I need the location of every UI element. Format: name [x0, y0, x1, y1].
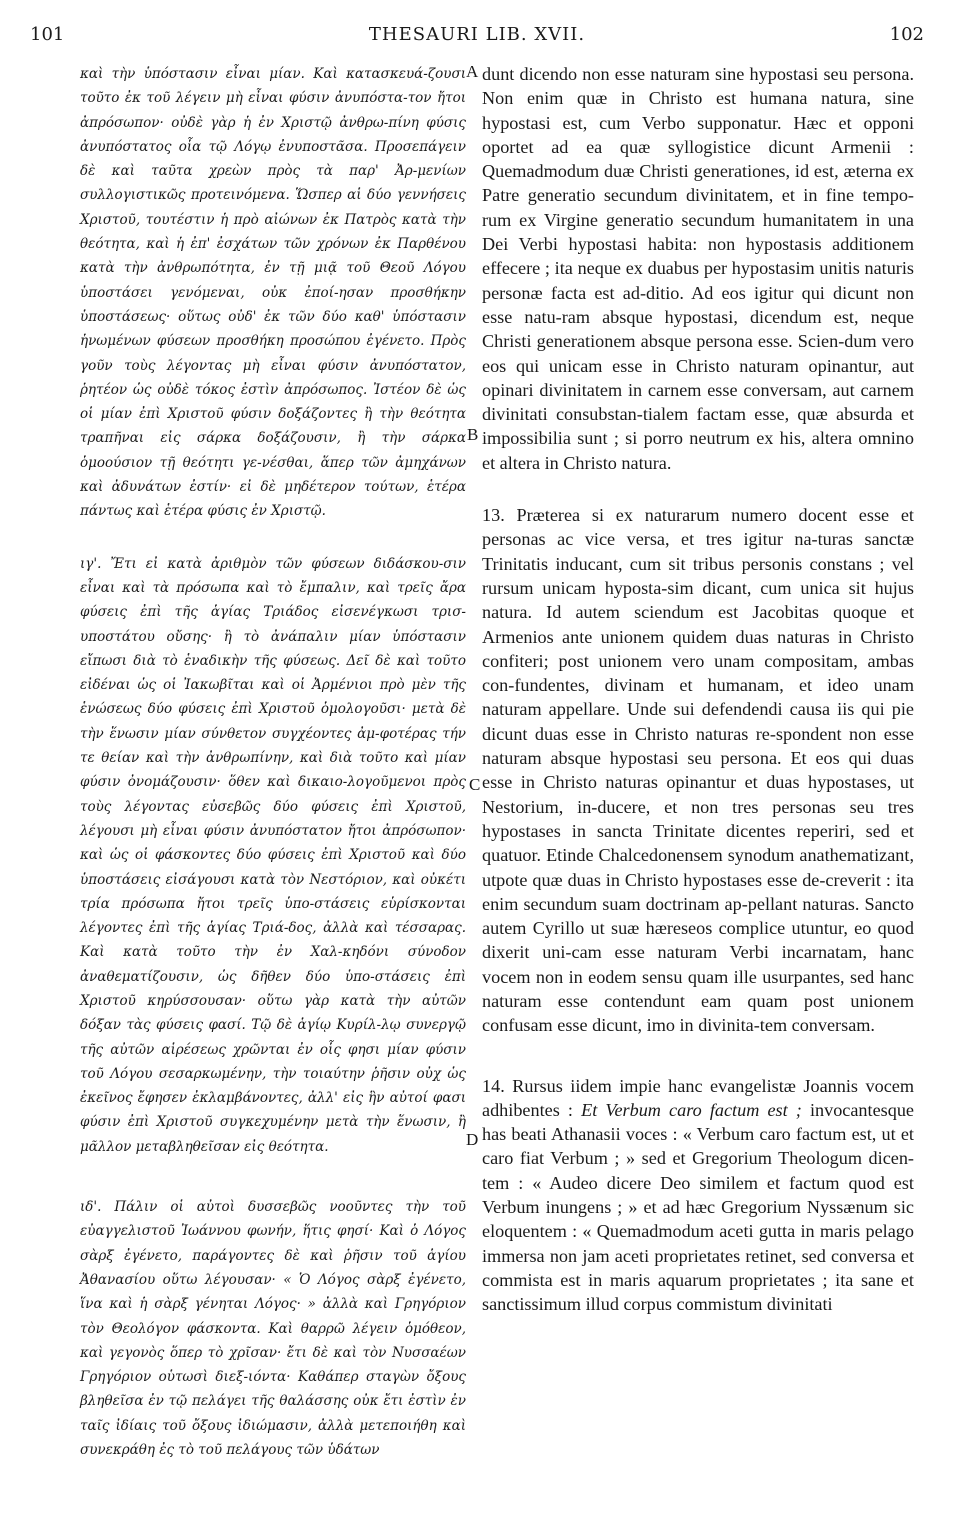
- paragraph-gap: [80, 1159, 466, 1195]
- latin-paragraph-13: 13. Præterea si ex naturarum numero docent esse et personas ac vice versa, et tres igitur na-turas sanctæ Trinitatis inducant, cum sit tribus personis constans ; vel rursum unicam hyposta-sim dicant, cum unica sit hujus natura. Id autem sciendum est Jacobitas quoque et Armenios ante unionem quidem duas naturas in Christo confiteri; post unionem vero unam compositam, ambas con-fundentes, divinam et humanam, et ideo unam naturam appellare. Unde sui defendendi causa iis qui pie dicunt duas esse in Christo naturas re-spondent non esse naturam absque hypostasi seu persona. Et eos qui duas esse in Christo naturas opinantur et duas hypostases, ut Nestorium, in-ducere, et non tres personas seu tres hypostases in sancta Trinitate dicentes reperiri, sed et quatuor. Etinde Chalcedonensem synodum anathematizant, utpote quæ duas in Christo hypostases esse de-creverit : ita enim secundum suam doctrinam ap-pellant naturas. Sancto autem Cyrillo ut suæ hæreseos complice utuntur, eo quod dixerit uni-cam esse naturam Verbi incarnatam, hanc vocem non in eodem sensu quam ille usurpantes, sed hanc naturam esse contendunt eam quam post unionem confusam esse dicunt, imo in divinita-tem conversam.: [482, 505, 914, 1036]
- left-page-number: 101: [30, 24, 65, 45]
- latin-scripture-quote: Et Verbum caro factum est ;: [581, 1099, 802, 1120]
- latin-paragraph-14-rest: invocantesque has beati Athanasii voces : « Verbum caro factum est, ut et caro fiat Verbum ; » sed et Gregorium Theologum dicen-tem : « Audeo dicere Deo similem et factum quod est Verbum inungens ; » et ad hæc Gregorium Nyssænum sic eloquentem : « Quemadmodum aceti gutta in maris pelago immersa non jam aceti proprietates retinet, sed conversa et commista est in maris aquarum proprietates ; ita sane et sanctissimum illud corpus commistum divinitati: [482, 1099, 914, 1315]
- margin-marker-d: D: [466, 1130, 479, 1149]
- running-header: [30, 8, 924, 48]
- right-page-number: 102: [889, 24, 924, 45]
- paragraph-gap: [80, 524, 466, 552]
- latin-paragraph-14-start: 14. Rursus iidem impie hanc evangelistæ Joannis vocem adhibentes :: [482, 1075, 914, 1120]
- greek-paragraph-13: ιγ'. Ἔτι εἰ κατὰ ἀριθμὸν τῶν φύσεων διδάσκου-σιν εἶναι καὶ τὰ πρόσωπα καὶ τὸ ἔμπαλιν, καὶ τρεῖς ἄρα φύσεις ἐπὶ τῆς ἁγίας Τριάδος εἰσενέγκωσι τρισ-υποστάτου οὔσης· ἢ τὸ ἀνάπαλιν μίαν ὑπόστασιν εἴπωσι διὰ τὸ ἑναδικὴν τῆς φύσεως. Δεῖ δὲ καὶ τοῦτο εἰδέναι ὡς οἱ Ἰακωβῖται καὶ οἱ Ἀρμένιοι πρὸ μὲν τῆς ἑνώσεως δύο φύσεις ἐπὶ Χριστοῦ ὁμολογοῦσι· μετὰ δὲ τὴν ἕνωσιν μίαν σύνθετον συγχέοντες ἀμ-φοτέρας τήν τε θείαν καὶ τὴν ἀνθρωπίνην, καὶ διὰ τοῦτο καὶ μίαν φύσιν ὀνομάζουσιν· ὅθεν καὶ δικαιο-λογοῦμενοι πρὸς τοὺς λέγοντας εὐσεβῶς δύο φύσεις ἐπὶ Χριστοῦ, λέγουσι μὴ εἶναι φύσιν ἀνυπόστατον ἤτοι ἀπρόσωπον· καὶ ὡς οἱ φάσκοντες δύο φύσεις ἐπὶ Χριστοῦ καὶ δύο ὑποστάσεις εἰσάγουσι κατὰ τὸν Νεστόριον, καὶ οὐκέτι τρία πρόσωπα ἤτοι τρεῖς ὑπο-στάσεις εὑρίσκονται λέγοντες ἐπὶ τῆς ἁγίας Τριά-δος, ἀλλὰ καὶ τέσσαρας. Καὶ κατὰ τοῦτο τὴν ἐν Χαλ-κηδόνι σύνοδον ἀναθεματίζουσιν, ὡς δῆθεν δύο ὑπο-στάσεις ἐπὶ Χριστοῦ κηρύσσουσαν· οὕτω γὰρ κατὰ τὴν αὐτῶν δόξαν τὰς φύσεις φασί. Τῷ δὲ ἁγίῳ Κυρίλ-λῳ συνεργῷ τῆς αὐτῶν αἱρέσεως χρῶνται ἐν οἷς φησι μίαν φύσιν τοῦ Λόγου σεσαρκωμένην, τὴν τοιαύτην ῥῆσιν οὐχ ὡς ἐκεῖνος ἔφησεν ἐκλαμβάνοντες, ἀλλ' εἰς ἣν αὐτοί φασι φύσιν ἐπὶ Χριστοῦ συγκεχυμένην μετὰ τὴν ἕνωσιν, ἢ μᾶλλον μεταβληθεῖσαν εἰς θεότητα.: [80, 555, 466, 1155]
- running-title: THESAURI LIB. XVII.: [368, 24, 586, 45]
- margin-marker-c: C: [469, 775, 481, 794]
- greek-column: [80, 62, 466, 1462]
- latin-paragraph-14: [482, 1074, 914, 1317]
- greek-paragraph-14: ιδ'. Πάλιν οἱ αὐτοὶ δυσσεβῶς νοοῦντες τὴν τοῦ εὐαγγελιστοῦ Ἰωάννου φωνήν, ἥτις φησί· Καὶ ὁ Λόγος σὰρξ ἐγένετο, παράγοντες δὲ καὶ ῥῆσιν τοῦ ἁγίου Ἀθανασίου οὕτω λέγουσαν· « Ὁ Λόγος σὰρξ ἐγένετο, ἵνα καὶ ἡ σὰρξ γένηται Λόγος· » ἀλλὰ καὶ Γρηγόριον τὸν Θεολόγον φάσκοντα. Καὶ θαρρῶ λέγειν ὁμόθεον, καὶ γεγονὸς ὅπερ τὸ χρῖσαν· ἔτι δὲ καὶ τὸν Νυσσαέων Γρηγόριον οὑτωσὶ διεξ-ιόντα· Καθάπερ σταγὼν ὄξους βληθεῖσα ἐν τῷ πελάγει τῆς θαλάσσης οὐκ ἔτι ἐστὶν ἐν ταῖς ἰδίαις τοῦ ὄξους ἰδιώμασιν, ἀλλὰ μετεποιήθη καὶ συνεκράθη ἐς τὸ τοῦ πελάγους τῶν ὑδάτων: [80, 1199, 466, 1459]
- paragraph-gap: [482, 1038, 914, 1074]
- latin-column: [482, 62, 914, 1317]
- margin-marker-a: A: [466, 62, 479, 81]
- latin-paragraph-1: dunt dicendo non esse naturam sine hypostasi seu persona. Non enim quæ in Christo est humana natura, sine hypostasi est, cum Verbo supponatur. Hæc et opponi oportet ad ea quæ syllogistice dicunt Armenii : Quemadmodum duæ Christi generationes, id est, æterna ex Patre generatio secundum divinitatem, et in fine tempo-rum ex Virgine generatio secundum humanitatem in una Dei Verbi hypostasi habita: non hypostasis additionem effecere ; ita neque ex duabus per hypostasim unitis naturis personæ facta est ad-ditio. Ad eos igitur qui dicunt non esse natu-ram absque hypostasi, dicendum est, neque Christi generationem absque persona esse. Scien-dum vero eos qui unicam esse in Christo naturam opinantur, aut opinari divinitatem in carnem esse conversam, aut carnem divinitati consubstan-tialem factam esse, quæ absurda et impossibilia sunt ; si porro neutrum ex his, altera omnino et altera in Christo natura.: [482, 64, 914, 473]
- paragraph-gap: [482, 475, 914, 503]
- greek-paragraph-1: καὶ τὴν ὑπόστασιν εἶναι μίαν. Καὶ κατασκευά-ζουσι τοῦτο ἐκ τοῦ λέγειν μὴ εἶναι φύσιν ἀνυπόστα-τον ἤτοι ἀπρόσωπον· οὐδὲ γὰρ ἡ ἐν Χριστῷ ἀνθρω-πίνη φύσις ἀνυπόστατος οἷα τῷ Λόγῳ ἐνυποστᾶσα. Προσεπάγειν δὲ καὶ ταῦτα χρεὼν πρὸς τὰ παρ' Ἀρ-μενίων συλλογιστικῶς προτεινόμενα. Ὥσπερ αἱ δύο γεννήσεις Χριστοῦ, τουτέστιν ἡ πρὸ αἰώνων ἐκ Πατρὸς κατὰ τὴν θεότητα, καὶ ἡ ἐπ' ἐσχάτων τῶν χρόνων ἐκ Παρθένου κατὰ τὴν ἀνθρωπότητα, ἐν τῇ μιᾷ τοῦ Θεοῦ Λόγου ὑποστάσει γενόμεναι, οὐκ ἐποί-ησαν προσθήκην ὑποστάσεως· οὕτως οὐδ' ἐκ τῶν δύο καθ' ὑπόστασιν ἡνωμένων φύσεων προσθήκη προσώπου ἐγένετο. Πρὸς γοῦν τοὺς λέγοντας μὴ εἶναι φύσιν ἀνυπόστατον, ῥητέον ὡς οὐδὲ τόκος ἐστὶν ἀπρόσωπος. Ἰστέον δὲ ὡς οἱ μίαν ἐπὶ Χριστοῦ φύσιν δοξάζοντες ἢ τὴν θεότητα τραπῆναι εἰς σάρκα δοξάζουσιν, ἢ τὴν σάρκα ὁμοούσιον τῇ θεότητι γε-νέσθαι, ἅπερ τῶν ἀμηχάνων καὶ ἀδυνάτων ἐστίν· εἰ δὲ μηδέτερον τούτων, ἑτέρα πάντως καὶ ἑτέρα φύσις ἐν Χριστῷ.: [80, 66, 466, 520]
- margin-marker-b: B: [467, 425, 479, 444]
